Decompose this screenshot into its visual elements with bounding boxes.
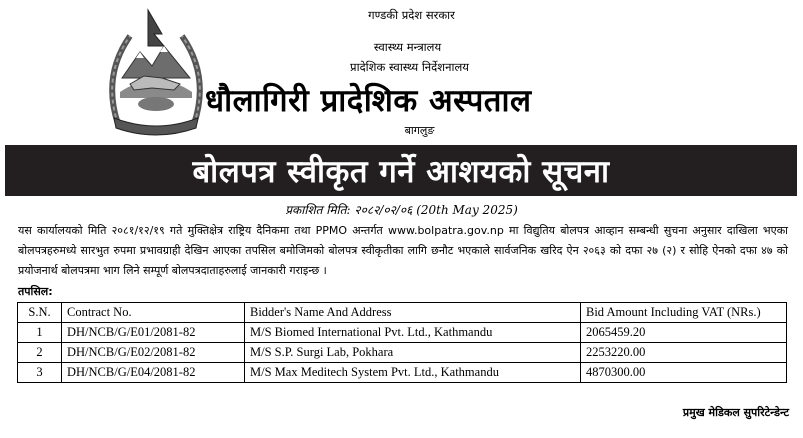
notice-title: बोलपत्र स्वीकृत गर्ने आशयको सूचना xyxy=(192,153,610,190)
government-name: गण्डकी प्रदेश सरकार xyxy=(368,8,455,22)
table-row xyxy=(18,343,787,363)
schedule-label: तपसिल: xyxy=(18,285,53,298)
cell-bidder: M/S Max Meditech System Pvt. Ltd., Kathmandu xyxy=(245,363,581,383)
cell-sn: 1 xyxy=(18,323,62,343)
table-header-row xyxy=(18,303,787,323)
cell-contract: DH/NCB/G/E04/2081-82 xyxy=(62,363,245,383)
cell-contract: DH/NCB/G/E02/2081-82 xyxy=(62,343,245,363)
header-contract: Contract No. xyxy=(62,303,245,323)
letterhead xyxy=(0,0,803,150)
cell-bidder: M/S S.P. Surgi Lab, Pokhara xyxy=(245,343,581,363)
cell-sn: 3 xyxy=(18,363,62,383)
cell-amount: 2253220.00 xyxy=(581,343,787,363)
notice-body: यस कार्यालयको मिति २०८१/१२/१९ गते मुक्तिक्षेत्र राष्ट्रिय दैनिकमा तथा PPMO अन्तर्गत www.bolpatra.gov.np मा विद्युतिय बोलपत्र आव्हान सम्बन्धी सुचना अनुसार दाखिला भएका बोलपत्रहरुमध्ये सारभुत रुपमा प्रभावग्राही देखिन आएका तपसिल बमोजिमको बोलपत्र स्वीकृतीका लागि छनौट भएकाले सार्वजनिक खरिद ऐन २०६३ को दफा २७ (२) र सोहि ऐनको दफा ४७ को प्रयोजनार्थ बोलपत्रमा भाग लिने सम्पूर्ण बोलपत्रदाताहरुलाई जानकारी गराइन्छ । xyxy=(18,224,788,277)
cell-amount: 2065459.20 xyxy=(581,323,787,343)
hospital-name: धौलागिरी प्रादेशिक अस्पताल xyxy=(205,83,532,119)
signatory-title: प्रमुख मेडिकल सुपरिटेन्डेन्ट xyxy=(682,406,789,419)
notice-banner xyxy=(5,145,797,196)
header-amount: Bid Amount Including VAT (NRs.) xyxy=(581,303,787,323)
ministry-name: स्वास्थ्य मन्त्रालय xyxy=(373,40,442,54)
cell-bidder: M/S Biomed International Pvt. Ltd., Kathmandu xyxy=(245,323,581,343)
published-date xyxy=(0,201,803,218)
bid-table xyxy=(17,302,787,383)
published-date-en: (20th May 2025) xyxy=(416,203,518,217)
cell-amount: 4870300.00 xyxy=(581,363,787,383)
header-sn: S.N. xyxy=(18,303,62,323)
cell-sn: 2 xyxy=(18,343,62,363)
header-bidder: Bidder's Name And Address xyxy=(245,303,581,323)
table-row xyxy=(18,323,787,343)
directorate-name: प्रादेशिक स्वास्थ्य निर्देशनालय xyxy=(350,60,469,74)
cell-contract: DH/NCB/G/E01/2081-82 xyxy=(62,323,245,343)
table-row xyxy=(18,363,787,383)
published-label: प्रकाशित मिति: २०८२/०२/०६ xyxy=(285,203,413,217)
district-name: बागलुङ xyxy=(404,124,435,137)
